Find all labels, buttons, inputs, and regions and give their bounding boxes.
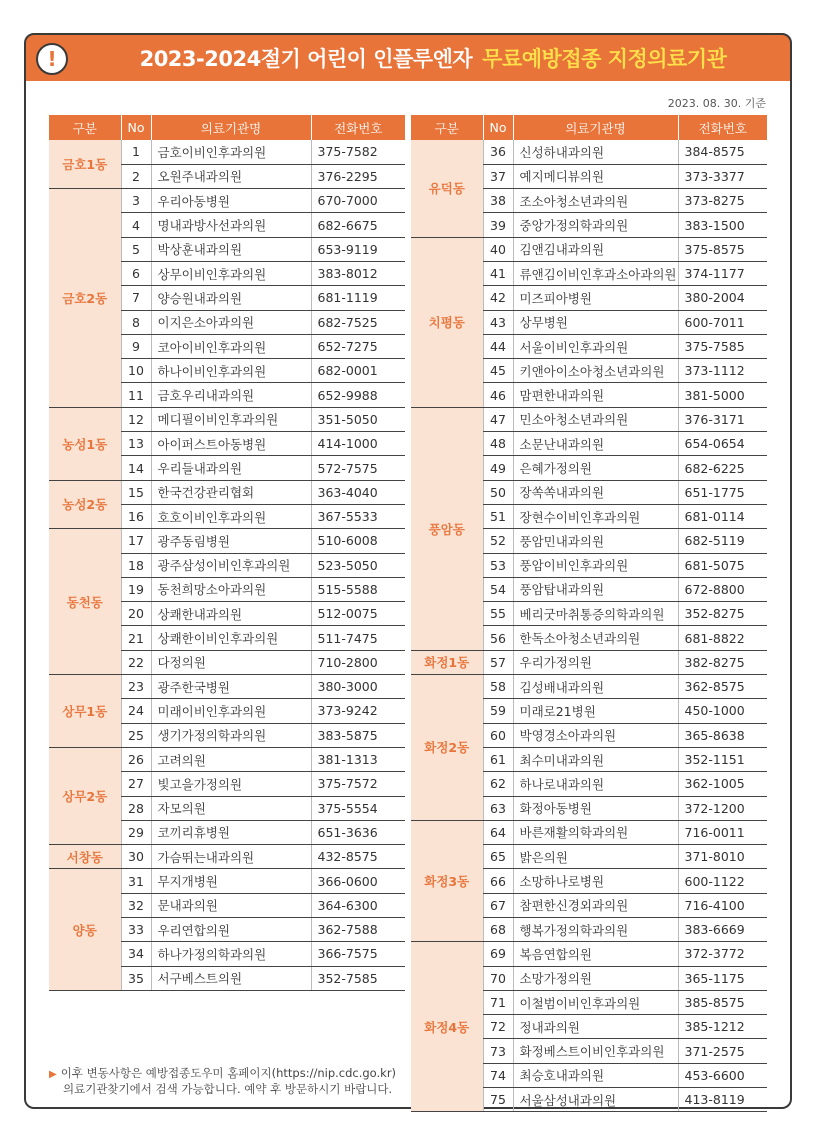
tel-cell: 413-8119 (678, 1088, 767, 1112)
tel-cell: 450-1000 (678, 699, 767, 723)
tel-cell: 652-9988 (311, 383, 405, 407)
no-cell: 37 (483, 164, 513, 188)
tel-cell: 381-1313 (311, 747, 405, 771)
name-cell: 광주동림병원 (151, 529, 311, 553)
no-cell: 75 (483, 1088, 513, 1112)
district-cell: 화정1동 (411, 650, 483, 674)
name-cell: 미래이비인후과의원 (151, 699, 311, 723)
tel-cell: 432-8575 (311, 845, 405, 869)
tel-cell: 362-1005 (678, 772, 767, 796)
column-header-name: 의료기관명 (513, 115, 678, 140)
no-cell: 67 (483, 893, 513, 917)
column-header-tel: 전화번호 (678, 115, 767, 140)
tel-cell: 682-6675 (311, 213, 405, 237)
district-cell: 농성2동 (49, 480, 121, 529)
no-cell: 15 (121, 480, 151, 504)
no-cell: 66 (483, 869, 513, 893)
tel-cell: 383-6669 (678, 918, 767, 942)
no-cell: 70 (483, 966, 513, 990)
column-header-group: 구분 (411, 115, 483, 140)
tel-cell: 352-1151 (678, 747, 767, 771)
no-cell: 31 (121, 869, 151, 893)
column-header-no: No (483, 115, 513, 140)
no-cell: 50 (483, 480, 513, 504)
no-cell: 22 (121, 650, 151, 674)
name-cell: 동천희망소아과의원 (151, 577, 311, 601)
tel-cell: 376-2295 (311, 164, 405, 188)
tel-cell: 600-7011 (678, 310, 767, 334)
name-cell: 서울삼성내과의원 (513, 1088, 678, 1112)
tel-cell: 681-5075 (678, 553, 767, 577)
tel-cell: 600-1122 (678, 869, 767, 893)
name-cell: 오원주내과의원 (151, 164, 311, 188)
name-cell: 다정의원 (151, 650, 311, 674)
district-cell: 금호2동 (49, 189, 121, 408)
no-cell: 7 (121, 286, 151, 310)
tel-cell: 373-3377 (678, 164, 767, 188)
footnote-line2: 의료기관찾기에서 검색 가능합니다. 예약 후 방문하시기 바랍니다. (63, 1082, 393, 1096)
footnote-line1: 이후 변동사항은 예방접종도우미 홈페이지(https://nip.cdc.go.kr) (60, 1066, 397, 1080)
tel-cell: 367-5533 (311, 504, 405, 528)
name-cell: 하나가정의학과의원 (151, 942, 311, 966)
name-cell: 메디필이비인후과의원 (151, 407, 311, 431)
no-cell: 47 (483, 407, 513, 431)
tel-cell: 374-1177 (678, 261, 767, 285)
no-cell: 61 (483, 747, 513, 771)
no-cell: 46 (483, 383, 513, 407)
no-cell: 34 (121, 942, 151, 966)
no-cell: 25 (121, 723, 151, 747)
no-cell: 14 (121, 456, 151, 480)
name-cell: 풍암민내과의원 (513, 529, 678, 553)
no-cell: 35 (121, 966, 151, 990)
title-main: 2023-2024절기 어린이 인플루엔자 (139, 47, 473, 71)
name-cell: 장현수이비인후과의원 (513, 504, 678, 528)
footnote (49, 1066, 396, 1097)
district-cell: 화정3동 (411, 820, 483, 941)
district-cell: 동천동 (49, 529, 121, 675)
name-cell: 화정아동병원 (513, 796, 678, 820)
column-header-name: 의료기관명 (151, 115, 311, 140)
name-cell: 바른재활의학과의원 (513, 820, 678, 844)
name-cell: 중앙가정의학과의원 (513, 213, 678, 237)
no-cell: 10 (121, 359, 151, 383)
district-cell: 농성1동 (49, 407, 121, 480)
tel-cell: 375-7572 (311, 772, 405, 796)
no-cell: 3 (121, 189, 151, 213)
name-cell: 미즈피아병원 (513, 286, 678, 310)
table-row (49, 747, 405, 771)
tel-cell: 363-4040 (311, 480, 405, 504)
name-cell: 우리연합의원 (151, 918, 311, 942)
tel-cell: 362-8575 (678, 675, 767, 699)
no-cell: 74 (483, 1063, 513, 1087)
table-row (49, 189, 405, 213)
district-cell: 화정4동 (411, 942, 483, 1112)
tel-cell: 383-5875 (311, 723, 405, 747)
tel-cell: 651-3636 (311, 820, 405, 844)
no-cell: 18 (121, 553, 151, 577)
name-cell: 빛고을가정의원 (151, 772, 311, 796)
no-cell: 42 (483, 286, 513, 310)
table-row (411, 237, 767, 261)
tel-cell: 385-1212 (678, 1015, 767, 1039)
tel-cell: 383-1500 (678, 213, 767, 237)
name-cell: 풍암탑내과의원 (513, 577, 678, 601)
name-cell: 베리굿마취통증의학과의원 (513, 602, 678, 626)
name-cell: 정내과의원 (513, 1015, 678, 1039)
exclamation-icon: ! (36, 43, 68, 75)
no-cell: 51 (483, 504, 513, 528)
name-cell: 우리아동병원 (151, 189, 311, 213)
no-cell: 39 (483, 213, 513, 237)
tel-cell: 510-6008 (311, 529, 405, 553)
name-cell: 류앤김이비인후과소아과의원 (513, 261, 678, 285)
table-body (49, 140, 405, 990)
name-cell: 하나이비인후과의원 (151, 359, 311, 383)
tel-cell: 380-2004 (678, 286, 767, 310)
tel-cell: 652-7275 (311, 334, 405, 358)
tel-cell: 371-2575 (678, 1039, 767, 1063)
no-cell: 62 (483, 772, 513, 796)
no-cell: 64 (483, 820, 513, 844)
name-cell: 신성하내과의원 (513, 140, 678, 164)
name-cell: 금호이비인후과의원 (151, 140, 311, 164)
name-cell: 상무이비인후과의원 (151, 261, 311, 285)
name-cell: 김성배내과의원 (513, 675, 678, 699)
no-cell: 19 (121, 577, 151, 601)
no-cell: 49 (483, 456, 513, 480)
no-cell: 2 (121, 164, 151, 188)
column-header-no: No (121, 115, 151, 140)
no-cell: 17 (121, 529, 151, 553)
district-cell: 치평동 (411, 237, 483, 407)
table-row (411, 140, 767, 164)
tel-cell: 654-0654 (678, 432, 767, 456)
name-cell: 문내과의원 (151, 893, 311, 917)
tel-cell: 384-8575 (678, 140, 767, 164)
name-cell: 한국건강관리협회 (151, 480, 311, 504)
name-cell: 아이퍼스트아동병원 (151, 432, 311, 456)
name-cell: 소문난내과의원 (513, 432, 678, 456)
name-cell: 서울이비인후과의원 (513, 334, 678, 358)
district-cell: 화정2동 (411, 675, 483, 821)
tel-cell: 376-3171 (678, 407, 767, 431)
no-cell: 21 (121, 626, 151, 650)
name-cell: 행복가정의학과의원 (513, 918, 678, 942)
name-cell: 은혜가정의원 (513, 456, 678, 480)
triangle-bullet-icon: ▶ (49, 1069, 57, 1080)
no-cell: 5 (121, 237, 151, 261)
district-cell: 풍암동 (411, 407, 483, 650)
no-cell: 40 (483, 237, 513, 261)
name-cell: 박상훈내과의원 (151, 237, 311, 261)
tel-cell: 453-6600 (678, 1063, 767, 1087)
tel-cell: 681-8822 (678, 626, 767, 650)
no-cell: 11 (121, 383, 151, 407)
name-cell: 맘편한내과의원 (513, 383, 678, 407)
tel-cell: 523-5050 (311, 553, 405, 577)
table-row (49, 845, 405, 869)
name-cell: 금호우리내과의원 (151, 383, 311, 407)
name-cell: 호호이비인후과의원 (151, 504, 311, 528)
table-row (411, 407, 767, 431)
tel-cell: 373-1112 (678, 359, 767, 383)
no-cell: 44 (483, 334, 513, 358)
tel-cell: 372-3772 (678, 942, 767, 966)
tel-cell: 373-9242 (311, 699, 405, 723)
no-cell: 72 (483, 1015, 513, 1039)
name-cell: 고려의원 (151, 747, 311, 771)
tel-cell: 682-5119 (678, 529, 767, 553)
tel-cell: 372-1200 (678, 796, 767, 820)
no-cell: 32 (121, 893, 151, 917)
name-cell: 하나로내과의원 (513, 772, 678, 796)
tel-cell: 716-4100 (678, 893, 767, 917)
tel-cell: 681-0114 (678, 504, 767, 528)
name-cell: 상쾌한내과의원 (151, 602, 311, 626)
table-row (411, 942, 767, 966)
name-cell: 명내과방사선과의원 (151, 213, 311, 237)
name-cell: 생기가정의학과의원 (151, 723, 311, 747)
no-cell: 60 (483, 723, 513, 747)
district-cell: 유덕동 (411, 140, 483, 237)
title-accent: 무료예방접종 지정의료기관 (482, 47, 727, 71)
no-cell: 53 (483, 553, 513, 577)
name-cell: 최수미내과의원 (513, 747, 678, 771)
table-row (411, 650, 767, 674)
no-cell: 29 (121, 820, 151, 844)
tel-cell: 414-1000 (311, 432, 405, 456)
no-cell: 20 (121, 602, 151, 626)
tel-cell: 362-7588 (311, 918, 405, 942)
name-cell: 풍암이비인후과의원 (513, 553, 678, 577)
tel-cell: 380-3000 (311, 675, 405, 699)
no-cell: 65 (483, 845, 513, 869)
tel-cell: 710-2800 (311, 650, 405, 674)
tel-cell: 365-1175 (678, 966, 767, 990)
tel-cell: 716-0011 (678, 820, 767, 844)
tel-cell: 375-5554 (311, 796, 405, 820)
name-cell: 민소아청소년과의원 (513, 407, 678, 431)
page-title (86, 35, 780, 81)
no-cell: 54 (483, 577, 513, 601)
tel-cell: 352-8275 (678, 602, 767, 626)
no-cell: 8 (121, 310, 151, 334)
no-cell: 13 (121, 432, 151, 456)
name-cell: 화정베스트이비인후과의원 (513, 1039, 678, 1063)
tel-cell: 682-7525 (311, 310, 405, 334)
table-row (49, 529, 405, 553)
table-row (49, 869, 405, 893)
no-cell: 69 (483, 942, 513, 966)
tel-cell: 512-0075 (311, 602, 405, 626)
no-cell: 52 (483, 529, 513, 553)
name-cell: 장쏙쏙내과의원 (513, 480, 678, 504)
name-cell: 양승원내과의원 (151, 286, 311, 310)
clinic-table-left (49, 115, 405, 991)
name-cell: 소망가정의원 (513, 966, 678, 990)
tel-cell: 375-7582 (311, 140, 405, 164)
tel-cell: 682-0001 (311, 359, 405, 383)
table-row (49, 140, 405, 164)
no-cell: 63 (483, 796, 513, 820)
no-cell: 57 (483, 650, 513, 674)
no-cell: 45 (483, 359, 513, 383)
name-cell: 광주삼성이비인후과의원 (151, 553, 311, 577)
name-cell: 조소아청소년과의원 (513, 189, 678, 213)
tel-cell: 351-5050 (311, 407, 405, 431)
tel-cell: 375-7585 (678, 334, 767, 358)
tel-cell: 366-0600 (311, 869, 405, 893)
name-cell: 코아이비인후과의원 (151, 334, 311, 358)
tel-cell: 385-8575 (678, 990, 767, 1014)
district-cell: 양동 (49, 869, 121, 990)
table-row (411, 675, 767, 699)
name-cell: 최승호내과의원 (513, 1063, 678, 1087)
name-cell: 박영경소아과의원 (513, 723, 678, 747)
name-cell: 한독소아청소년과의원 (513, 626, 678, 650)
no-cell: 9 (121, 334, 151, 358)
name-cell: 이지은소아과의원 (151, 310, 311, 334)
tel-cell: 681-1119 (311, 286, 405, 310)
district-cell: 금호1동 (49, 140, 121, 189)
name-cell: 코끼리휴병원 (151, 820, 311, 844)
name-cell: 복음연합의원 (513, 942, 678, 966)
name-cell: 소망하나로병원 (513, 869, 678, 893)
tel-cell: 383-8012 (311, 261, 405, 285)
name-cell: 미래로21병원 (513, 699, 678, 723)
table-row (49, 675, 405, 699)
name-cell: 밝은의원 (513, 845, 678, 869)
name-cell: 상무병원 (513, 310, 678, 334)
no-cell: 38 (483, 189, 513, 213)
name-cell: 참편한신경외과의원 (513, 893, 678, 917)
column-header-group: 구분 (49, 115, 121, 140)
name-cell: 광주한국병원 (151, 675, 311, 699)
no-cell: 43 (483, 310, 513, 334)
tel-cell: 682-6225 (678, 456, 767, 480)
no-cell: 12 (121, 407, 151, 431)
name-cell: 자모의원 (151, 796, 311, 820)
tel-cell: 352-7585 (311, 966, 405, 990)
district-cell: 상무1동 (49, 675, 121, 748)
no-cell: 55 (483, 602, 513, 626)
no-cell: 6 (121, 261, 151, 285)
district-cell: 서창동 (49, 845, 121, 869)
tel-cell: 373-8275 (678, 189, 767, 213)
no-cell: 56 (483, 626, 513, 650)
name-cell: 가슴뛰는내과의원 (151, 845, 311, 869)
name-cell: 무지개병원 (151, 869, 311, 893)
tel-cell: 572-7575 (311, 456, 405, 480)
no-cell: 58 (483, 675, 513, 699)
tel-cell: 381-5000 (678, 383, 767, 407)
reference-date: 2023. 08. 30. 기준 (667, 97, 766, 110)
tel-cell: 511-7475 (311, 626, 405, 650)
no-cell: 41 (483, 261, 513, 285)
district-cell: 상무2동 (49, 747, 121, 844)
tel-cell: 371-8010 (678, 845, 767, 869)
no-cell: 36 (483, 140, 513, 164)
table-header-row (49, 115, 405, 140)
name-cell: 상쾌한이비인후과의원 (151, 626, 311, 650)
name-cell: 김앤김내과의원 (513, 237, 678, 261)
no-cell: 16 (121, 504, 151, 528)
name-cell: 키앤아이소아청소년과의원 (513, 359, 678, 383)
tel-cell: 670-7000 (311, 189, 405, 213)
no-cell: 59 (483, 699, 513, 723)
no-cell: 30 (121, 845, 151, 869)
tel-cell: 365-8638 (678, 723, 767, 747)
no-cell: 4 (121, 213, 151, 237)
tel-cell: 515-5588 (311, 577, 405, 601)
name-cell: 우리들내과의원 (151, 456, 311, 480)
no-cell: 24 (121, 699, 151, 723)
name-cell: 우리가정의원 (513, 650, 678, 674)
column-header-tel: 전화번호 (311, 115, 405, 140)
name-cell: 이철범이비인후과의원 (513, 990, 678, 1014)
page-header (24, 33, 792, 83)
no-cell: 26 (121, 747, 151, 771)
name-cell: 서구베스트의원 (151, 966, 311, 990)
clinic-table-right (411, 115, 767, 1112)
tel-cell: 382-8275 (678, 650, 767, 674)
tel-cell: 653-9119 (311, 237, 405, 261)
no-cell: 33 (121, 918, 151, 942)
no-cell: 48 (483, 432, 513, 456)
tel-cell: 375-8575 (678, 237, 767, 261)
no-cell: 71 (483, 990, 513, 1014)
table-header-row (411, 115, 767, 140)
no-cell: 27 (121, 772, 151, 796)
tel-cell: 366-7575 (311, 942, 405, 966)
tel-cell: 672-8800 (678, 577, 767, 601)
table-row (411, 820, 767, 844)
table-row (49, 480, 405, 504)
no-cell: 28 (121, 796, 151, 820)
table-body (411, 140, 767, 1112)
no-cell: 73 (483, 1039, 513, 1063)
no-cell: 23 (121, 675, 151, 699)
no-cell: 68 (483, 918, 513, 942)
tel-cell: 651-1775 (678, 480, 767, 504)
no-cell: 1 (121, 140, 151, 164)
name-cell: 예지메디뷰의원 (513, 164, 678, 188)
tel-cell: 364-6300 (311, 893, 405, 917)
table-row (49, 407, 405, 431)
